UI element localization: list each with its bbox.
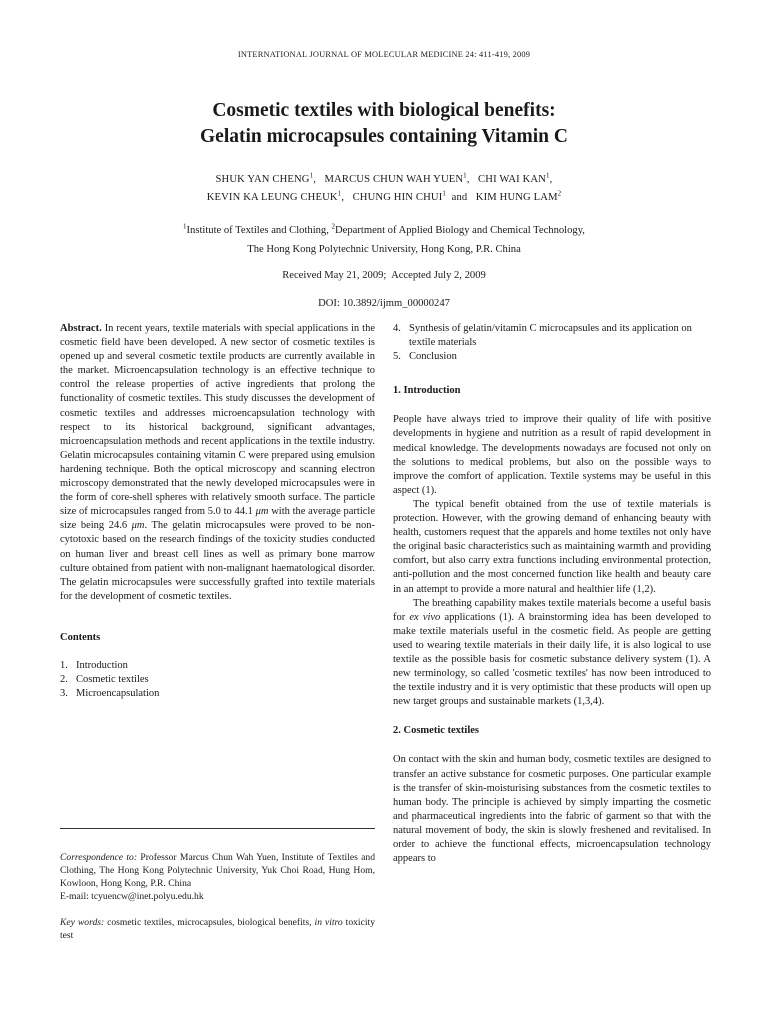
author-list [0, 171, 768, 207]
contents-num: 5. [393, 351, 401, 363]
abstract-label: Abstract. [60, 323, 102, 334]
keywords-ital: in vitro [314, 917, 343, 928]
contents-heading: Contents [60, 631, 101, 643]
author-sup: 1 [546, 171, 550, 180]
left-column [60, 322, 375, 701]
author-line-1 [0, 171, 768, 189]
affil-institute: Institute of Textiles and Clothing, [186, 225, 332, 236]
contents-num: 3. [60, 688, 68, 700]
author-name: MARCUS CHUN WAH YUEN [324, 174, 464, 185]
author-sup: 1 [442, 189, 447, 198]
affiliation-line-1 [0, 221, 768, 240]
affiliation-line-2: The Hong Kong Polytechnic University, Hong Kong, P.R. China [247, 244, 521, 255]
received-dates: Received May 21, 2009; Accepted July 2, 2009 [282, 270, 486, 281]
author-sup: 1 [309, 171, 314, 180]
author-name: KEVIN KA LEUNG CHEUK [206, 192, 338, 203]
intro-paragraph-2: The typical benefit obtained from the use of textile materials is protection. However, with the growing demand of enhancing beauty with health, customers request that the apparels and home textiles not only have the original basic characteristics such as maintaining warmth and providing comfort, but also carry extra functions including environmental protection, anti-pollution and the most concerned function like health and beauty care in an attempt to provide a more natural and healthier life (1,2). [393, 498, 711, 595]
title-line-1: Cosmetic textiles with biological benefits: [212, 100, 556, 121]
intro-paragraph-1: People have always tried to improve their quality of life with positive developments in hygiene and nutrition as a result of rapid development in medical knowledge. The developments nowadays are focused not only on the solutions to medical problems, but also on the possible ways to improve the comfort of application. Textile systems may be useful in this aspect (1). [393, 414, 711, 496]
author-sep: , [466, 174, 476, 185]
author-name: CHUNG HIN CHUI [352, 192, 443, 203]
contents-list-continued [393, 322, 711, 364]
correspondence [60, 851, 375, 903]
contents-label: Introduction [76, 659, 128, 671]
intro-ital: ex vivo [409, 611, 441, 623]
correspondence-text [60, 851, 375, 890]
keywords-list: cosmetic textiles, microcapsules, biological benefits, [104, 917, 315, 928]
author-sep: , [549, 174, 553, 185]
author-name: KIM HUNG LAM [475, 192, 558, 203]
intro-text: applications (1). A brainstorming idea has been developed to make textile materials useful in the cosmetic field. As people are getting used to wearing textile materials in their daily life, it is also logical to use textile as the possible basis for cosmetic substance delivery system (1). A new terminology, so called 'cosmetic textiles' has now been introduced to the textile industry and it is very optimistic that these products will open up new target groups and sustainable markets (1,3,4). [393, 611, 711, 708]
author-sup: 1 [337, 189, 342, 198]
author-name: SHUK YAN CHENG [215, 174, 310, 185]
paper-title [0, 98, 768, 150]
contents-label: Synthesis of gelatin/vitamin C microcapsules and its application on textile materials [409, 323, 692, 349]
unit: μm [131, 520, 145, 532]
correspondence-label: Correspondence to: [60, 852, 138, 863]
contents-item[interactable] [393, 322, 711, 350]
contents-num: 1. [60, 659, 68, 671]
keywords-label: Key words: [60, 917, 105, 928]
contents-num: 4. [393, 323, 401, 334]
author-sep: , [313, 174, 322, 185]
intro-paragraph-3 [393, 597, 711, 710]
contents-label: Conclusion [409, 351, 457, 363]
affiliation [0, 221, 768, 259]
correspondence-email[interactable]: E-mail: tcyuencw@inet.polyu.edu.hk [60, 891, 204, 902]
journal-header: INTERNATIONAL JOURNAL OF MOLECULAR MEDICINE 24: 411-419, 2009 [237, 50, 531, 59]
intro-text: The breathing capability makes textile materials become a useful basis for [393, 597, 711, 623]
contents-num: 2. [60, 674, 68, 686]
contents-label: Cosmetic textiles [76, 674, 149, 686]
affil-sup: 1 [183, 222, 187, 231]
keywords-text [60, 916, 375, 942]
author-sep: , [341, 192, 350, 203]
cosmetic-paragraph-1: On contact with the skin and human body, cosmetic textiles are designed to transfer an active substance for cosmetic purposes. One particular example is the transfer of skin-moisturising substances from the cosmetic textiles to human body. The principle is achieved by simply imparting the cosmetic and pharmaceutical ingredients into the fabric of garment so that with the natural movement of body, the skin is slowly freshened and revitalised. In order to achieve the functional effects, microencapsulation technology appears to [393, 754, 711, 865]
affil-sup: 2 [331, 222, 336, 231]
unit: μm [255, 506, 269, 518]
contents-item[interactable] [60, 673, 375, 687]
keywords-tail: toxicity test [60, 917, 375, 941]
affil-department: Department of Applied Biology and Chemical Technology, [335, 225, 585, 236]
author-name: CHI WAI KAN [478, 174, 547, 185]
keywords [60, 916, 375, 942]
abstract [60, 322, 375, 604]
author-sup: 2 [557, 189, 562, 198]
contents-label: Microencapsulation [76, 688, 160, 700]
correspondence-address: Professor Marcus Chun Wah Yuen, Institute of Textiles and Clothing, The Hong Kong Polytechnic University, Yuk Choi Road, Hung Hom, Kowloon, Hong Kong, P.R. China [60, 852, 375, 889]
intro-heading: 1. Introduction [393, 385, 461, 397]
abstract-text: In recent years, textile materials with special applications in the cosmetic field have been developed. A new sector of cosmetic textiles is opened up and several cosmetic textile products are currently available in the market. Microencapsulation technology is an effective technique to control the release properties of active ingredients that prolong the functionality of cosmetic textiles. This study discusses the development of cosmetic textiles and addresses microencapsulation technology with respect to its historical background, significant advantages, microencapsulation methods and recent applications in the textile industry. Gelatin microcapsules containing vitamin C were prepared using emulsion hardening technique. Both the optical microscopy and scanning electron microscopy demonstrated that the newly developed microcapsules were in the form of core-shell spheres with relatively smooth surface. The particle size of microcapsules ranged from 5.0 to 44.1 [60, 323, 375, 518]
contents-item[interactable] [60, 687, 375, 701]
right-column [393, 322, 711, 866]
title-line-2: Gelatin microcapsules containing Vitamin C [200, 126, 568, 147]
abstract-text: . The gelatin microcapsules were proved to be non-cytotoxic based on the research findings of the toxicity studies conducted on human liver and breast cell lines as well as primary bone marrow culture obtained from patient with non-malignant haematological disorder. The gelatin microcapsules were successfully grafted into textile materials for the development of cosmetic textiles. [60, 520, 375, 602]
author-sup: 1 [463, 171, 467, 180]
author-line-2 [0, 189, 768, 207]
contents-item[interactable] [393, 350, 711, 364]
cosmetic-heading: 2. Cosmetic textiles [393, 725, 480, 737]
abstract-text: with the average particle size being 24.6 [60, 506, 375, 532]
doi: DOI: 10.3892/ijmm_00000247 [318, 298, 450, 309]
footnote-divider [60, 828, 375, 829]
contents-list [60, 659, 375, 701]
author-sep: and [446, 192, 473, 203]
contents-item[interactable] [60, 659, 375, 673]
